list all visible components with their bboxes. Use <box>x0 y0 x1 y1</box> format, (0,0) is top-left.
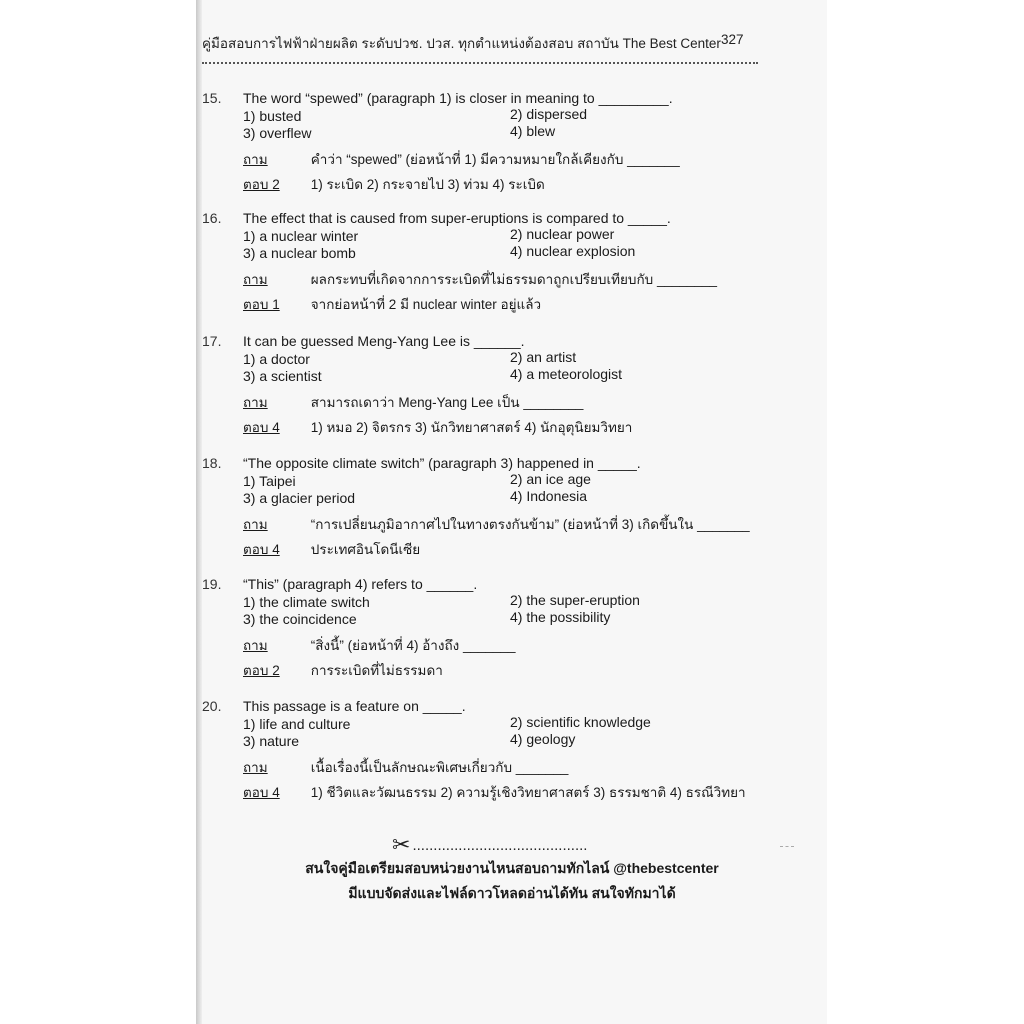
page-header <box>202 32 762 54</box>
cut-dots: .......................................... <box>412 837 588 854</box>
thai-question-text: เนื้อเรื่องนี้เป็นลักษณะพิเศษเกี่ยวกับ _______ <box>310 760 569 775</box>
thai-answer <box>243 293 541 315</box>
option-1: 1) busted <box>243 108 302 124</box>
page-number: 327 <box>721 32 744 47</box>
question-label: ถาม <box>243 152 268 167</box>
thai-question-text: คำว่า “spewed” (ย่อหน้าที่ 1) มีความหมายใกล้เคียงกับ _______ <box>310 152 680 167</box>
question-number: 15. <box>202 90 222 106</box>
question-number: 17. <box>202 333 222 349</box>
thai-question <box>243 391 583 413</box>
question-stem: The effect that is caused from super-eruptions is compared to _____. <box>243 210 671 226</box>
option-3: 3) a nuclear bomb <box>243 245 356 261</box>
option-2: 2) dispersed <box>510 106 588 122</box>
thai-answer <box>243 781 746 803</box>
option-4: 4) the possibility <box>510 609 611 625</box>
option-2: 2) the super-eruption <box>510 592 640 608</box>
option-4: 4) blew <box>510 123 556 139</box>
book-page <box>202 0 827 1024</box>
scissors-icon: ✂ <box>392 832 411 857</box>
footer-line-1: สนใจคู่มือเตรียมสอบหน่วยงานไหนสอบถามทักไลน์ @thebestcenter <box>305 860 719 876</box>
option-2: 2) scientific knowledge <box>510 714 651 730</box>
answer-text: 1) หมอ 2) จิตรกร 3) นักวิทยาศาสตร์ 4) นักอุตุนิยมวิทยา <box>310 420 633 435</box>
answer-text: 1) ชีวิตและวัฒนธรรม 2) ความรู้เชิงวิทยาศาสตร์ 3) ธรรมชาติ 4) ธรณีวิทยา <box>310 785 746 800</box>
thai-answer <box>243 416 632 438</box>
question-label: ถาม <box>243 517 268 532</box>
thai-question <box>243 756 568 778</box>
thai-question-text: ผลกระทบที่เกิดจากการระเบิดที่ไม่ธรรมดาถูกเปรียบเทียบกับ ________ <box>310 272 718 287</box>
answer-text: ประเทศอินโดนีเซีย <box>310 542 421 557</box>
question-stem: This passage is a feature on _____. <box>243 698 466 714</box>
option-1: 1) the climate switch <box>243 594 370 610</box>
option-2: 2) an artist <box>510 349 577 365</box>
option-3: 3) a scientist <box>243 368 322 384</box>
question-number: 18. <box>202 455 222 471</box>
option-1: 1) Taipei <box>243 473 296 489</box>
question-label: ถาม <box>243 638 268 653</box>
option-3: 3) the coincidence <box>243 611 357 627</box>
question-stem: It can be guessed Meng-Yang Lee is ______. <box>243 333 525 349</box>
option-4: 4) a meteorologist <box>510 366 623 382</box>
answer-label: ตอบ 2 <box>243 663 280 678</box>
answer-label: ตอบ 4 <box>243 785 280 800</box>
answer-label: ตอบ 4 <box>243 542 280 557</box>
thai-answer <box>243 659 443 681</box>
question-stem: “The opposite climate switch” (paragraph 3) happened in _____. <box>243 455 641 471</box>
option-2: 2) an ice age <box>510 471 591 487</box>
option-1: 1) a doctor <box>243 351 310 367</box>
option-3: 3) overflew <box>243 125 312 141</box>
option-3: 3) nature <box>243 733 300 749</box>
option-1: 1) life and culture <box>243 716 351 732</box>
option-2: 2) nuclear power <box>510 226 615 242</box>
thai-question-text: สามารถเดาว่า Meng-Yang Lee เป็น ________ <box>310 395 584 410</box>
question-number: 16. <box>202 210 222 226</box>
thai-question <box>243 513 750 535</box>
option-4: 4) nuclear explosion <box>510 243 636 259</box>
thai-question <box>243 634 516 656</box>
answer-label: ตอบ 1 <box>243 297 280 312</box>
header-dotted-rule <box>202 62 758 64</box>
thai-question-text: “การเปลี่ยนภูมิอากาศไปในทางตรงกันข้าม” (ย่อหน้าที่ 3) เกิดขึ้นใน _______ <box>310 517 750 532</box>
answer-label: ตอบ 2 <box>243 177 280 192</box>
question-stem: The word “spewed” (paragraph 1) is closer in meaning to _________. <box>243 90 673 106</box>
background-left <box>0 0 196 1024</box>
thai-answer <box>243 538 420 560</box>
option-4: 4) Indonesia <box>510 488 588 504</box>
answer-text: 1) ระเบิด 2) กระจายไป 3) ท่วม 4) ระเบิด <box>310 177 545 192</box>
question-label: ถาม <box>243 760 268 775</box>
answer-text: จากย่อหน้าที่ 2 มี nuclear winter อยู่แล้ว <box>310 297 542 312</box>
option-1: 1) a nuclear winter <box>243 228 359 244</box>
thai-question-text: “สิ่งนี้” (ย่อหน้าที่ 4) อ้างถึง _______ <box>310 638 516 653</box>
question-label: ถาม <box>243 272 268 287</box>
thai-question <box>243 268 717 290</box>
scan-smudge <box>780 846 794 855</box>
thai-question <box>243 148 680 170</box>
background-right <box>827 0 1024 1024</box>
answer-label: ตอบ 4 <box>243 420 280 435</box>
answer-text: การระเบิดที่ไม่ธรรมดา <box>310 663 443 678</box>
question-stem: “This” (paragraph 4) refers to ______. <box>243 576 478 592</box>
option-3: 3) a glacier period <box>243 490 356 506</box>
cut-line <box>392 832 587 858</box>
question-number: 20. <box>202 698 222 714</box>
header-title: คู่มือสอบการไฟฟ้าฝ่ายผลิต ระดับปวช. ปวส. ทุกตำแหน่งต้องสอบ สถาบัน The Best Center <box>202 36 721 51</box>
question-label: ถาม <box>243 395 268 410</box>
question-number: 19. <box>202 576 222 592</box>
option-4: 4) geology <box>510 731 576 747</box>
thai-answer <box>243 173 545 195</box>
footer-line-2: มีแบบจัดส่งและไฟล์ดาวโหลดอ่านได้ทัน สนใจทักมาได้ <box>348 885 676 901</box>
